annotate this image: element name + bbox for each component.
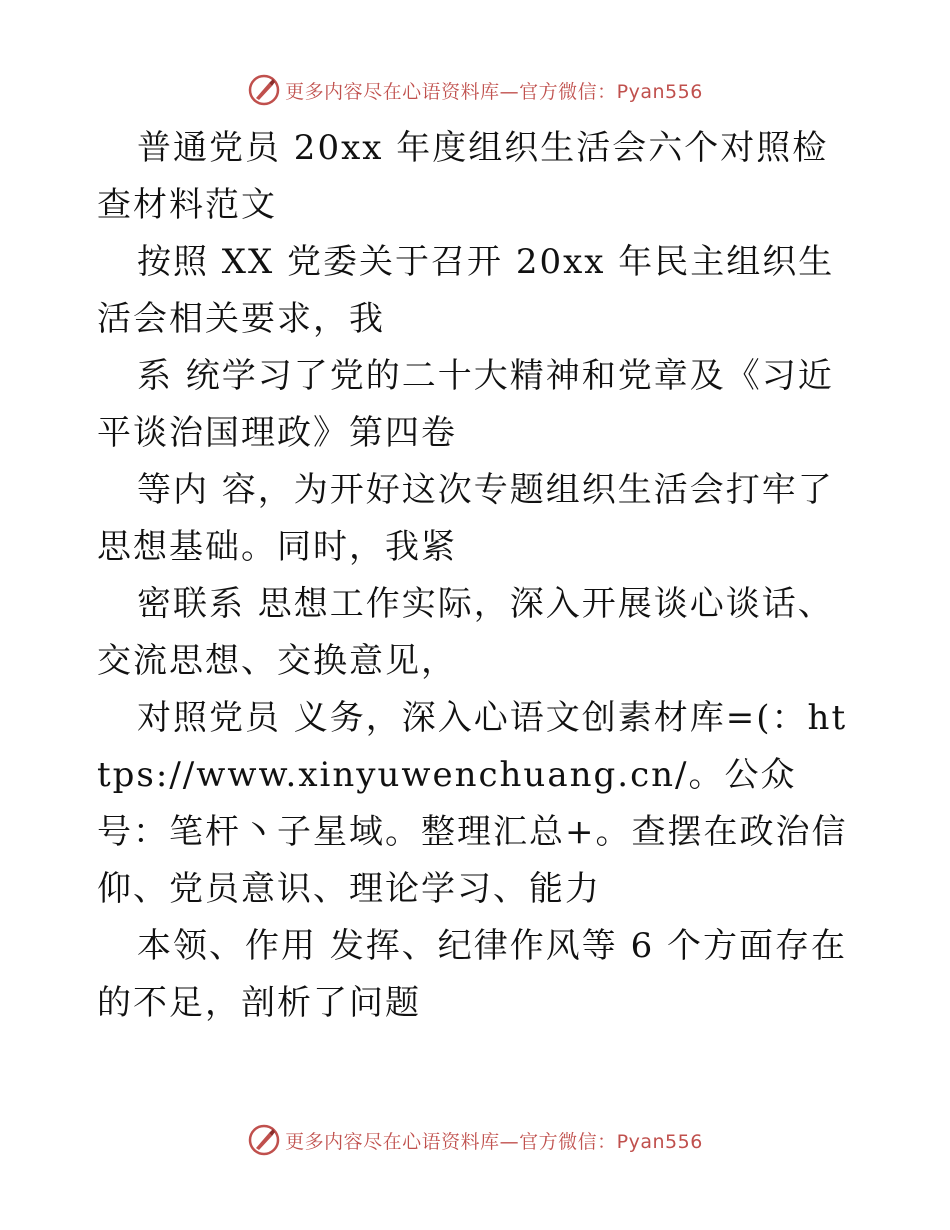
paragraph: 对照党员 义务，深入心语文创素材库=(：https://www.xinyuwenchuang.cn/。公众号：笔杆丶子星域。整理汇总+。查摆在政治信仰、党员意识、理论学习、能力: [97, 698, 848, 909]
paragraph: 系 统学习了党的二十大精神和党章及《习近平谈治国理政》第四卷: [97, 356, 834, 453]
header-banner-text: 更多内容尽在心语资料库—官方微信：Pyan556: [285, 80, 703, 103]
paragraph: 按照 XX 党委关于召开 20xx 年民主组织生活会相关要求，我: [97, 242, 835, 339]
paragraph: 密联系 思想工作实际，深入开展谈心谈话、交流思想、交换意见，: [97, 584, 834, 681]
footer-banner-text: 更多内容尽在心语资料库—官方微信：Pyan556: [285, 1130, 703, 1153]
footer-banner: [0, 1120, 950, 1160]
paragraph: 等内 容，为开好这次专题组织生活会打牢了思想基础。同时，我紧: [97, 470, 834, 567]
document-body: [97, 120, 857, 1032]
paragraph: 本领、作用 发挥、纪律作风等 6 个方面存在的不足，剖析了问题: [97, 926, 848, 1023]
paragraph-title: 普通党员 20xx 年度组织生活会六个对照检查材料范文: [97, 128, 829, 225]
pen-logo-icon: [247, 73, 281, 107]
pen-logo-icon: [247, 1123, 281, 1157]
header-banner: [0, 70, 950, 110]
